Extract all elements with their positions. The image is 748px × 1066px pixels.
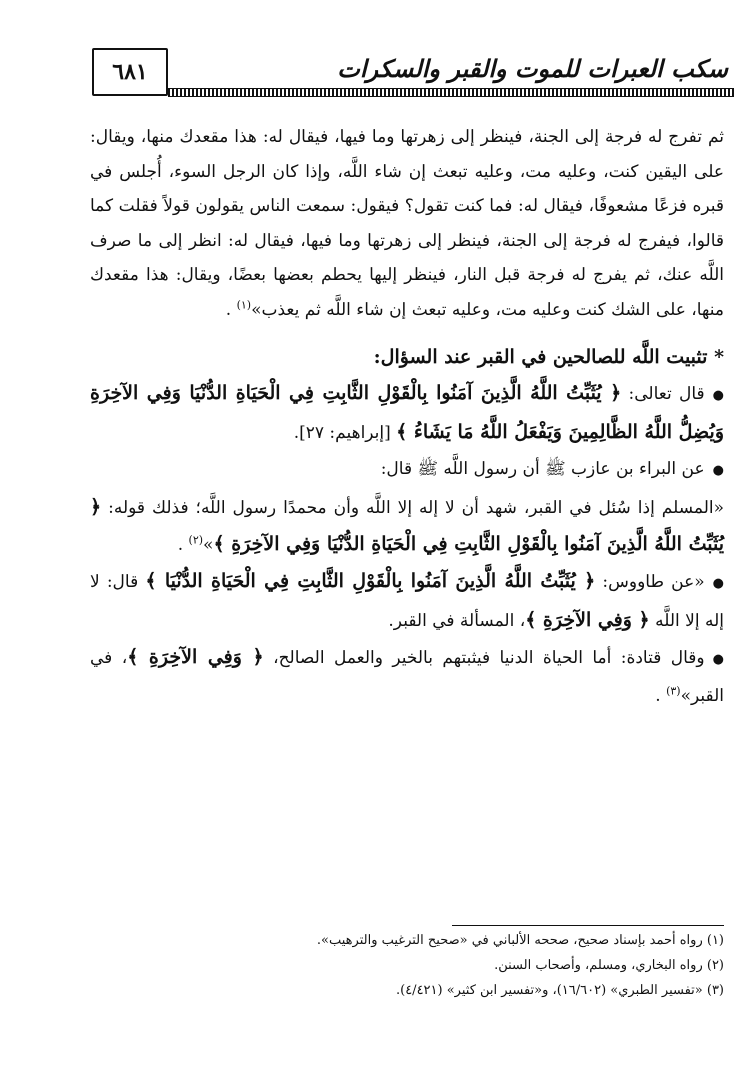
paragraph: ثم تفرج له فرجة إلى الجنة، فينظر إلى زهرتها وما فيها، فيقال له: هذا مقعدك منها، ويقال: على اليقين كنت، وعليه مت، وعليه تبعث إن شاء اللَّه، وإذا كان الرجل السوء، أُجلس في قبره فزعًا مشعوفًا، فيقال له: فما كنت تقول؟ فيقول: سمعت الناس يقولون قولاً فقلت كما قالوا، فيفرج له فرجة إلى الجنة، فينظر إلى زهرتها وما فيها، فيقال له: انظر إلى ما صرف اللَّه عنك، ثم يفرج له فرجة قبل النار، فينظر إليها يحطم بعضها بعضًا، ويقال: هذا مقعدك منها، على الشك كنت وعليه مت، وعليه تبعث إن شاء اللَّه ثم يعذب»$^{(١)}$ . [90, 127, 724, 320]
paragraph-text: ، المسألة في القبر. [388, 611, 526, 631]
bullet-icon: ● [712, 652, 724, 667]
footnote: (١) رواه أحمد بإسناد صحيح، صححه الألباني في «صحيح الترغيب والترهيب». [316, 933, 724, 948]
footnote-ref: (٣) [666, 684, 681, 698]
paragraph [90, 451, 724, 489]
quran-verse: ﴿ يُثَبِّتُ اللَّهُ الَّذِينَ آمَنُوا بِالْقَوْلِ الثَّابِتِ فِي الْحَيَاةِ الدُّنْيَا وَفِي الآخِرَةِ وَيُضِلُّ اللَّهُ الظَّالِمِينَ وَيَفْعَلُ اللَّهُ مَا يَشَاءُ ﴾ [90, 382, 724, 443]
paragraph: «المسلم إذا سُئل في القبر، شهد أن لا إله إلا اللَّه وأن محمدًا رسول اللَّه؛ فذلك قوله: ﴿ يُثَبِّتُ اللَّهُ الَّذِينَ آمَنُوا بِالْقَوْلِ الثَّابِتِ فِي الْحَيَاةِ الدُّنْيَا وَفِي الآخِرَةِ ﴾»$^{(٢)}$ . [90, 496, 724, 555]
paragraph-text: ثم تفرج له فرجة إلى الجنة، فينظر إلى زهرتها وما فيها، فيقال له: هذا مقعدك منها، ويقال: على اليقين كنت، وعليه مت، وعليه تبعث إن شاء اللَّه، وإذا كان الرجل السوء، أُجلس في قبره فزعًا مشعوفًا، فيقال له: فما كنت تقول؟ فيقول: سمعت الناس يقولون قولاً فقلت كما قالوا، فيفرج له فرجة إلى الجنة، فينظر إلى زهرتها وما فيها، فيقال له: انظر إلى ما صرف اللَّه عنك، ثم يفرج له فرجة قبل النار، فينظر إليها يحطم بعضها بعضًا، ويقال: هذا مقعدك منها، على الشك كنت وعليه مت، وعليه تبعث إن شاء اللَّه ثم يعذب» [90, 127, 724, 320]
main-text [90, 120, 724, 714]
quran-verse: ﴿ يُثَبِّتُ اللَّهُ الَّذِينَ آمَنُوا بِالْقَوْلِ الثَّابِتِ فِي الْحَيَاةِ الدُّنْيَا وَفِي الآخِرَةِ ﴾ [90, 496, 724, 555]
header-rule [168, 88, 734, 97]
bullet-icon: ● [712, 463, 724, 478]
paragraph-text: «عن طاووس: [595, 572, 705, 592]
page-number: ٦٨١ [92, 48, 168, 96]
paragraph-text: قال: لا إله إلا اللَّه [90, 572, 724, 631]
footnote-ref: (١) [236, 297, 252, 311]
heading-mark: * [714, 346, 724, 368]
verse-citation: [إبراهيم: ٢٧]. [293, 423, 397, 443]
footnotes [90, 928, 724, 1003]
bullet-icon: ● [712, 388, 724, 403]
heading-text: تثبيت اللَّه للصالحين في القبر عند السؤال: [373, 346, 708, 368]
quran-verse: ﴿ وَفِي الآخِرَةِ ﴾ [127, 646, 264, 668]
footnote: (٢) رواه البخاري، ومسلم، وأصحاب السنن. [494, 958, 724, 973]
paragraph-text: ، في القبر» [90, 648, 724, 706]
paragraph-text: » [203, 535, 214, 555]
paragraph [90, 563, 724, 639]
paragraph: ●وقال قتادة: أما الحياة الدنيا فيثبتهم بالخير والعمل الصالح، ﴿ وَفِي الآخِرَةِ ﴾، في القبر»$^{(٣)}$ . [90, 639, 724, 714]
paragraph [90, 375, 724, 451]
paragraph-text: «المسلم إذا سُئل في القبر، شهد أن لا إله إلا اللَّه وأن محمدًا رسول اللَّه؛ فذلك قوله: [101, 498, 724, 518]
quran-verse: ﴿ يُثَبِّتُ اللَّهُ الَّذِينَ آمَنُوا بِالْقَوْلِ الثَّابِتِ فِي الْحَيَاةِ الدُّنْيَا ﴾ [145, 570, 596, 592]
section-heading [90, 339, 724, 375]
footnote: (٣) «تفسير الطبري» (١٦/٦٠٢)، و«تفسير ابن كثير» (٤/٤٢١). [395, 983, 724, 998]
quran-verse: ﴿ وَفِي الآخِرَةِ ﴾ [525, 609, 650, 631]
footnote-ref: (٢) [188, 533, 204, 547]
paragraph-text: عن البراء بن عازب ﷺ أن رسول اللَّه ﷺ قال: [380, 459, 705, 479]
page-header [92, 48, 734, 100]
paragraph-text: قال تعالى: [621, 384, 705, 404]
paragraph-text: وقال قتادة: أما الحياة الدنيا فيثبتهم بالخير والعمل الصالح، [263, 648, 705, 668]
footnote-divider [452, 925, 724, 926]
book-title: سكب العبرات للموت والقبر والسكرات [337, 54, 728, 83]
bullet-icon: ● [712, 576, 724, 591]
